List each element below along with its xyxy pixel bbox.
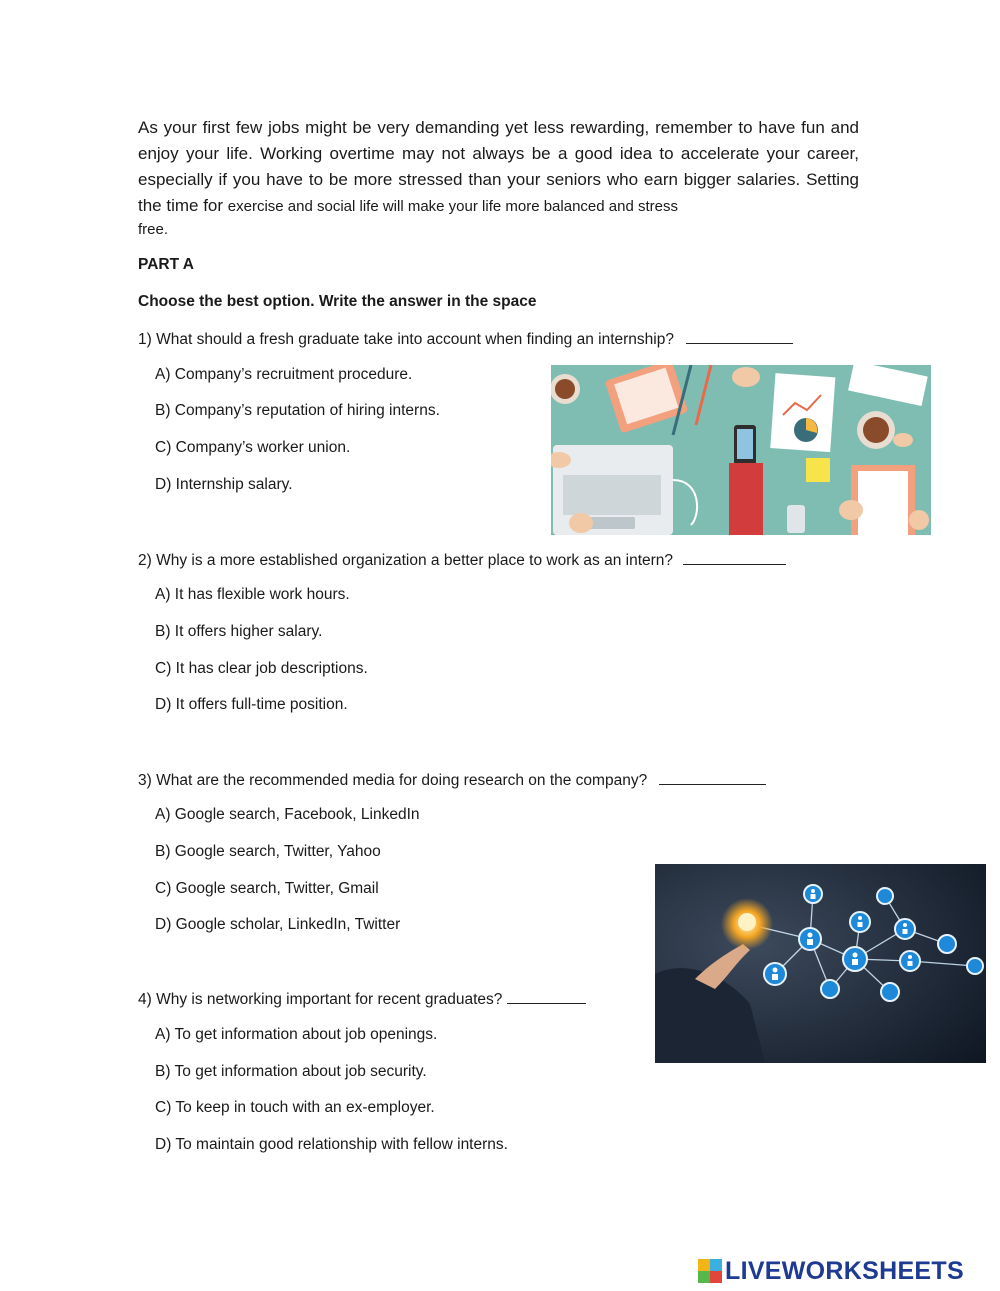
answer-blank-3[interactable]: [659, 770, 766, 785]
q1-option-d: D) Internship salary.: [155, 476, 293, 493]
intro-text-2: exercise and social life will make your life more balanced and stress: [227, 198, 678, 215]
question-3-text: 3) What are the recommended media for doing research on the company?: [138, 772, 648, 789]
question-1-text: 1) What should a fresh graduate take into account when finding an internship?: [138, 331, 674, 348]
part-title: PART A: [138, 256, 194, 273]
question-2: [138, 550, 786, 570]
intro-text-1: As your first few jobs might be very demanding yet less rewarding, remember to have fun and enjoy your life. Working overtime may not always be a good idea to accelerate your career, especially if you have to be more stressed than your seniors who earn bigger salaries. Setting the time for: [138, 118, 859, 215]
networking-image: [655, 864, 986, 1063]
intro-paragraph: [138, 115, 859, 240]
answer-blank-1[interactable]: [686, 329, 793, 344]
q3-option-b: B) Google search, Twitter, Yahoo: [155, 843, 381, 860]
logo-text: LIVEWORKSHEETS: [725, 1256, 964, 1285]
question-2-text: 2) Why is a more established organization a better place to work as an intern?: [138, 552, 674, 569]
q4-option-a: A) To get information about job openings.: [155, 1026, 438, 1043]
q2-option-d: D) It offers full-time position.: [155, 696, 348, 713]
q1-option-b: B) Company’s reputation of hiring interns.: [155, 402, 440, 419]
question-4-text: 4) Why is networking important for recent graduates?: [138, 991, 503, 1008]
liveworksheets-logo: [698, 1256, 964, 1286]
q4-option-c: C) To keep in touch with an ex-employer.: [155, 1099, 435, 1116]
q2-option-b: B) It offers higher salary.: [155, 623, 323, 640]
answer-blank-4[interactable]: [507, 989, 586, 1004]
q2-option-a: A) It has flexible work hours.: [155, 586, 350, 603]
question-4: [138, 989, 586, 1009]
q2-option-c: C) It has clear job descriptions.: [155, 660, 368, 677]
q3-option-c: C) Google search, Twitter, Gmail: [155, 880, 379, 897]
q1-option-c: C) Company’s worker union.: [155, 439, 351, 456]
instruction: Choose the best option. Write the answer in the space: [138, 293, 537, 310]
q4-option-b: B) To get information about job security.: [155, 1063, 427, 1080]
q3-option-d: D) Google scholar, LinkedIn, Twitter: [155, 916, 401, 933]
q4-option-d: D) To maintain good relationship with fellow interns.: [155, 1136, 508, 1153]
question-1: [138, 329, 793, 349]
answer-blank-2[interactable]: [683, 550, 786, 565]
question-3: [138, 770, 766, 790]
logo-mark-icon: [698, 1259, 722, 1283]
workplace-desk-image: [551, 365, 931, 535]
q1-option-a: A) Company’s recruitment procedure.: [155, 366, 413, 383]
q3-option-a: A) Google search, Facebook, LinkedIn: [155, 806, 420, 823]
intro-text-3: free.: [138, 221, 169, 238]
